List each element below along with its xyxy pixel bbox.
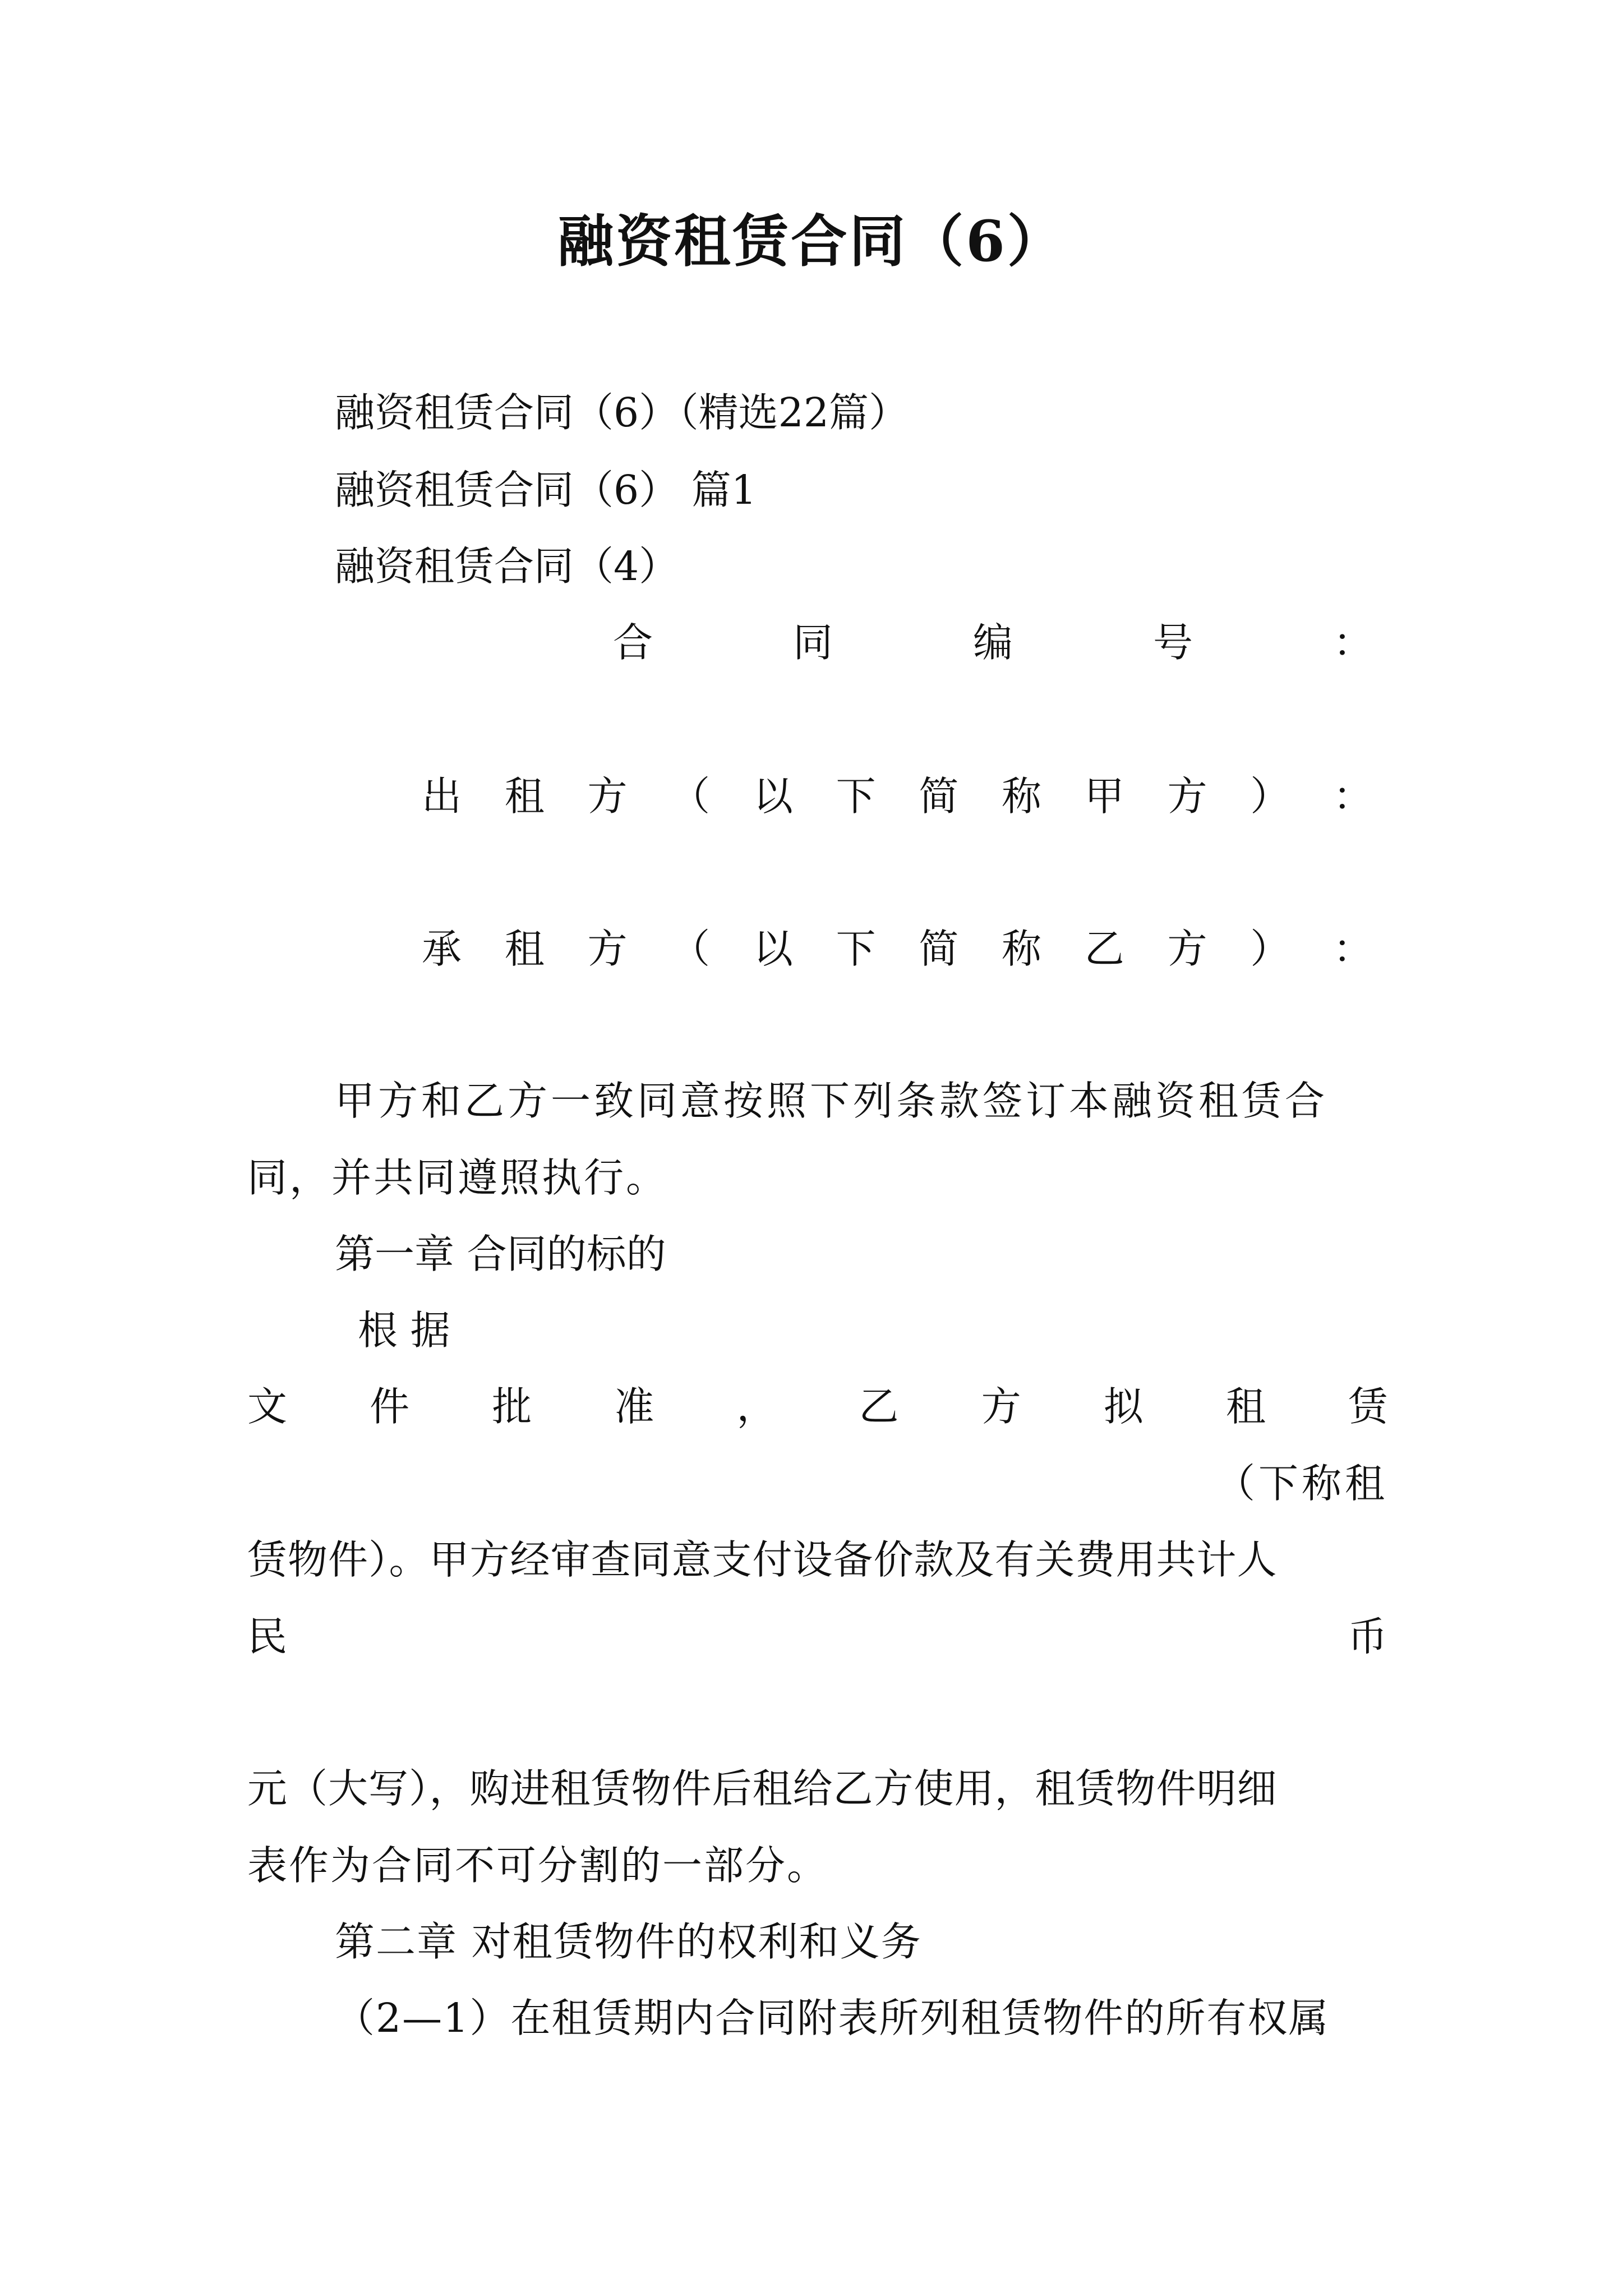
paragraph-purchase-line2: 表作为合同不可分割的一部分。 — [247, 1842, 829, 1889]
subtitle-line-part1: 融资租赁合同（6） 篇1 — [335, 467, 757, 513]
paragraph-purchase-line1: 元（大写），购进租赁物件后租给乙方使用，租赁物件明细 — [247, 1765, 1278, 1812]
lessee-char: 乙 — [1084, 926, 1124, 972]
contract-number-char: 编 — [972, 619, 1013, 666]
lessee-char: 称 — [1002, 926, 1042, 972]
lessee-char: 下 — [836, 926, 876, 972]
paragraph-payment-line: 赁物件）。甲方经审查同意支付设备价款及有关费用共计人 — [247, 1536, 1278, 1583]
approval-char: 拟 — [1103, 1383, 1144, 1430]
document-title: 融资租赁合同（6） — [557, 208, 1066, 274]
paragraph-agreement-line1: 甲方和乙方一致同意按照下列条款签订本融资租赁合 — [335, 1078, 1329, 1124]
contract-number-char: ： — [1332, 619, 1373, 666]
lessor-char: 方 — [1167, 773, 1207, 820]
lessee-char: 方 — [587, 926, 628, 972]
approval-char: 方 — [981, 1383, 1021, 1430]
approval-char: ， — [736, 1383, 777, 1430]
genju-text: 根 据 — [358, 1307, 450, 1354]
lessor-char: 甲 — [1084, 773, 1124, 820]
lessee-char: （ — [670, 926, 711, 972]
lessee-label — [422, 924, 1373, 974]
paragraph-agreement-line2: 同，并共同遵照执行。 — [247, 1154, 668, 1201]
chapter-1-heading: 第一章 合同的标的 — [335, 1231, 666, 1277]
approval-char: 件 — [370, 1383, 410, 1430]
chapter-2-heading: 第二章 对租赁物件的权利和义务 — [335, 1918, 922, 1965]
lessor-char: 简 — [919, 773, 959, 820]
lessee-char: 方 — [1167, 926, 1207, 972]
lessor-char: 方 — [587, 773, 628, 820]
hereinafter-text: （下称租 — [1215, 1460, 1389, 1507]
approval-line — [247, 1382, 1388, 1432]
lessor-char: 下 — [836, 773, 876, 820]
lessee-char: ： — [1332, 926, 1373, 972]
bi-char: 币 — [1348, 1613, 1388, 1660]
approval-char: 文 — [247, 1383, 288, 1430]
lessor-char: 称 — [1002, 773, 1042, 820]
approval-char: 赁 — [1348, 1383, 1388, 1430]
lessee-char: ） — [1250, 926, 1290, 972]
contract-number-char: 号 — [1152, 619, 1193, 666]
contract-number-char: 合 — [613, 619, 653, 666]
lessor-char: 租 — [504, 773, 545, 820]
subtitle-line-contract4: 融资租赁合同（4） — [335, 543, 679, 590]
lessee-char: 租 — [504, 926, 545, 972]
approval-char: 租 — [1225, 1383, 1266, 1430]
approval-char: 批 — [492, 1383, 532, 1430]
lessee-char: 以 — [753, 926, 793, 972]
lessor-char: ： — [1332, 773, 1373, 820]
lessor-label — [422, 771, 1373, 822]
subtitle-line-selection: 融资租赁合同（6）（精选22篇） — [335, 389, 909, 436]
clause-2-1: （2—1）在租赁期内合同附表所列租赁物件的所有权属 — [335, 1995, 1330, 2041]
lessee-char: 简 — [919, 926, 959, 972]
lessor-char: 以 — [753, 773, 793, 820]
contract-number-char: 同 — [792, 619, 833, 666]
lessor-char: ） — [1250, 773, 1290, 820]
approval-char: 准 — [614, 1383, 654, 1430]
lessee-char: 承 — [422, 926, 462, 972]
min-char: 民 — [247, 1613, 288, 1660]
contract-number-label — [613, 618, 1373, 668]
lessor-char: （ — [670, 773, 711, 820]
lessor-char: 出 — [422, 773, 462, 820]
approval-char: 乙 — [859, 1383, 899, 1430]
